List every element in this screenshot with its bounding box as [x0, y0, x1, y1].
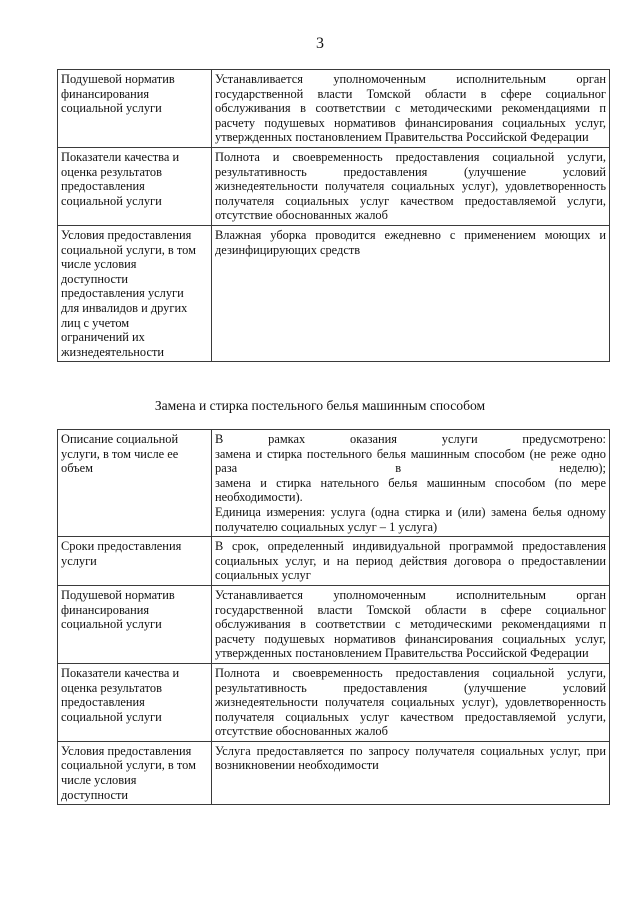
row-value-line: расчету подушевых нормативов финансирования социальных услуг,: [215, 115, 606, 130]
row-value-line: Полнота и своевременность предоставления социальной услуги,: [215, 665, 606, 680]
row-value-line: обслуживания в соответствии с методическими рекомендациями п: [215, 617, 606, 632]
row-value-line: Влажная уборка проводится ежедневно с применением моющих и: [215, 227, 606, 242]
row-value-line: отсутствие обоснованных жалоб: [215, 724, 388, 739]
row-value-line: государственной власти Томской области в сфере социальног: [215, 602, 606, 617]
table-row: [58, 741, 610, 804]
row-value-cell: [212, 147, 610, 225]
row-label-line: социальной услуги: [61, 617, 162, 632]
row-label-line: финансирования: [61, 602, 150, 617]
row-value-line: возникновении необходимости: [215, 758, 379, 773]
row-label-line: социальной услуги: [61, 101, 162, 116]
row-value-line: Полнота и своевременность предоставления социальной услуги,: [215, 149, 606, 164]
row-value-line: жизнедеятельности получателя социальных услуг), удовлетворенность: [215, 695, 606, 710]
table-row: [58, 585, 610, 663]
table-row: [58, 663, 610, 741]
row-label-line: числе условия: [61, 773, 137, 788]
row-value-line: отсутствие обоснованных жалоб: [215, 208, 388, 223]
row-value-line: получателя социальных услуг качеством предоставляемой услуги,: [215, 193, 606, 208]
row-label-line: финансирования: [61, 86, 150, 101]
row-value-line: социальных услуг: [215, 568, 311, 583]
table-row: [58, 70, 610, 148]
row-value-line: утвержденных постановлением Правительства Российской Федерации: [215, 130, 589, 145]
row-label-line: доступности: [61, 271, 129, 286]
row-value-line: социальных услуг, и на период действия договора о предоставлении: [215, 553, 606, 568]
row-value-line: жизнедеятельности получателя социальных услуг), удовлетворенность: [215, 179, 606, 194]
row-label-line: услуги, в том числе ее: [61, 446, 179, 461]
row-label-cell: [58, 225, 212, 361]
table-row: [58, 430, 610, 537]
table-row: [58, 147, 610, 225]
row-label-line: числе условия: [61, 257, 137, 272]
row-value-cell: [212, 537, 610, 586]
row-value-line: дезинфицирующих средств: [215, 242, 361, 257]
row-value-line: необходимости).: [215, 490, 303, 505]
row-label-cell: [58, 147, 212, 225]
row-label-cell: [58, 741, 212, 804]
row-label-line: социальной услуги: [61, 193, 162, 208]
row-label-line: Подушевой норматив: [61, 72, 175, 86]
table-row: [58, 225, 610, 361]
row-value-line: Устанавливается уполномоченным исполнительным орган: [215, 72, 606, 86]
row-label-line: оценка результатов: [61, 164, 162, 179]
row-value-cell: [212, 585, 610, 663]
row-label-line: для инвалидов и других: [61, 300, 188, 315]
row-label-line: услуги: [61, 553, 97, 568]
row-value-cell: [212, 741, 610, 804]
service-table-bottom: [57, 429, 610, 805]
row-label-line: оценка результатов: [61, 680, 162, 695]
row-label-line: социальной услуги, в том: [61, 242, 196, 257]
row-value-cell: [212, 70, 610, 148]
row-value-cell: [212, 430, 610, 537]
row-label-line: Показатели качества и: [61, 149, 180, 164]
row-label-line: социальной услуги: [61, 709, 162, 724]
row-value-line: государственной власти Томской области в сфере социальног: [215, 86, 606, 101]
row-label-line: Показатели качества и: [61, 665, 180, 680]
row-value-line: расчету подушевых нормативов финансирования социальных услуг,: [215, 631, 606, 646]
row-value-line: В срок, определенный индивидуальной программой предоставления: [215, 539, 606, 554]
row-value-line: результативность предоставления (улучшение условий: [215, 680, 606, 695]
row-label-cell: [58, 70, 212, 148]
row-value-line: результативность предоставления (улучшение условий: [215, 164, 606, 179]
row-label-line: лиц с учетом: [61, 315, 130, 330]
row-value-line: В рамках оказания услуги предусмотрено:: [215, 432, 606, 446]
row-label-line: Сроки предоставления: [61, 539, 182, 554]
row-label-line: Условия предоставления: [61, 743, 192, 758]
table-row: [58, 537, 610, 586]
row-label-line: доступности: [61, 787, 129, 802]
row-value-line: Услуга предоставляется по запросу получателя социальных услуг, при: [215, 743, 606, 758]
row-value-line: получателя социальных услуг качеством предоставляемой услуги,: [215, 709, 606, 724]
row-label-line: Условия предоставления: [61, 227, 192, 242]
row-value-line: раза в неделю);: [215, 461, 606, 476]
row-label-line: Описание социальной: [61, 432, 179, 446]
section-heading: Замена и стирка постельного белья машинным способом: [154, 398, 486, 413]
row-value-cell: [212, 663, 610, 741]
row-value-line: замена и стирка постельного белья машинным способом (не реже одно: [215, 446, 606, 461]
row-label-line: социальной услуги, в том: [61, 758, 196, 773]
row-value-line: замена и стирка нательного белья машинным способом (по мере: [215, 475, 606, 490]
row-label-line: Подушевой норматив: [61, 587, 175, 602]
row-label-cell: [58, 537, 212, 586]
row-label-cell: [58, 430, 212, 537]
row-label-line: жизнедеятельности: [61, 344, 164, 359]
row-label-line: предоставления услуги: [61, 286, 184, 301]
row-label-line: ограничений их: [61, 330, 145, 345]
row-value-line: Устанавливается уполномоченным исполнительным орган: [215, 587, 606, 602]
row-value-line: получателю социальных услуг – 1 услуга): [215, 519, 438, 534]
row-label-cell: [58, 585, 212, 663]
row-label-line: предоставления: [61, 179, 145, 194]
service-table-top: [57, 69, 610, 362]
row-label-line: объем: [61, 461, 93, 476]
row-label-cell: [58, 663, 212, 741]
page-number: 3: [316, 35, 324, 52]
row-value-line: Единица измерения: услуга (одна стирка и (или) замена белья одному: [215, 504, 606, 519]
row-value-cell: [212, 225, 610, 361]
row-value-line: утвержденных постановлением Правительства Российской Федерации: [215, 646, 589, 661]
row-value-line: обслуживания в соответствии с методическими рекомендациями п: [215, 101, 606, 116]
row-label-line: предоставления: [61, 695, 145, 710]
